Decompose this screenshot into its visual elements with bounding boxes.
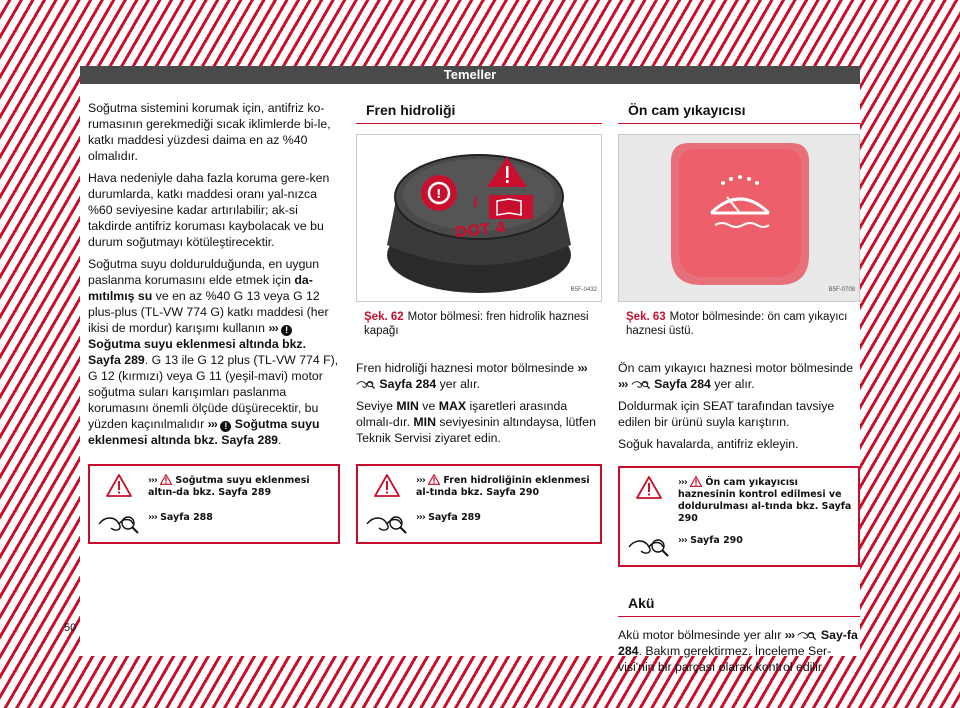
section-title-brake-fluid: Fren hidroliği bbox=[356, 100, 602, 124]
figure-washer-reservoir bbox=[618, 134, 860, 302]
figure-code: B5F-0708 bbox=[828, 287, 855, 293]
warning-ref-text[interactable]: Soğutma suyu eklenmesi altın-da bkz. Sayfa 289 bbox=[148, 475, 310, 498]
max-mark: MAX bbox=[438, 399, 467, 413]
environment-note-icon bbox=[356, 378, 376, 390]
warning-small-icon bbox=[160, 474, 172, 485]
environment-note-icon bbox=[90, 512, 148, 534]
environment-note-icon bbox=[620, 535, 678, 557]
paragraph-battery: Akü motor bölmesinde yer alır ››› Say-fa 284. Bakım gerektirmez. İnceleme Ser-visi'nin bir parçası olarak kontrol edilir. bbox=[618, 628, 858, 674]
environment-note-icon bbox=[358, 512, 416, 534]
page-header: Temeller bbox=[80, 66, 860, 84]
note-ref-text[interactable]: Sayfa 290 bbox=[690, 535, 743, 546]
column-2 bbox=[356, 100, 602, 544]
min-mark: MIN bbox=[413, 415, 436, 429]
warning-ref-text[interactable]: Ön cam yıkayıcısı haznesinin kontrol edilmesi ve doldurulması al-tında bkz. Sayfa 290 bbox=[678, 477, 852, 524]
warning-box: ››› Fren hidroliğinin eklenmesi al-tında bkz. Sayfa 290 ››› Sayfa 289 bbox=[356, 464, 602, 544]
warning-triangle-icon bbox=[620, 476, 678, 499]
reference-arrows: ››› bbox=[268, 321, 278, 335]
paragraph-washer-location: Ön cam yıkayıcı haznesi motor bölmesinde ››› Sayfa 284 yer alır. bbox=[618, 361, 854, 391]
figure-caption: Şek. 63 Motor bölmesinde: ön cam yıkayıcı haznesi üstü. bbox=[626, 311, 848, 337]
paragraph-brake-location: Fren hidroliği haznesi motor bölmesinde ››› Sayfa 284 yer alır. bbox=[356, 361, 587, 391]
coolant-link-2[interactable]: Soğutma suyu eklenmesi altında bkz. Sayfa 289 bbox=[88, 417, 320, 447]
page-link-284[interactable]: Sayfa 284 bbox=[379, 377, 437, 391]
page-link-284[interactable]: Sayfa 284 bbox=[654, 377, 711, 391]
brake-fluid-cap-image bbox=[357, 135, 602, 302]
warning-box: ››› Ön cam yıkayıcısı haznesinin kontrol edilmesi ve doldurulması al-tında bkz. Sayfa 290 ››› Sayfa 290 bbox=[618, 466, 860, 567]
figure-brake-fluid-cap bbox=[356, 134, 602, 302]
environment-note-icon bbox=[631, 378, 651, 390]
warning-ref-text[interactable]: Fren hidroliğinin eklenmesi al-tında bkz. Sayfa 290 bbox=[416, 475, 590, 498]
column-3 bbox=[618, 100, 860, 681]
distilled-water-text: da-mıtılmış su bbox=[88, 273, 313, 303]
warning-small-icon bbox=[428, 474, 440, 485]
manual-page bbox=[64, 66, 860, 674]
warning-triangle-icon bbox=[90, 474, 148, 497]
environment-note-icon bbox=[797, 629, 817, 641]
coolant-link-1[interactable]: Soğutma suyu eklenmesi altında bkz. Sayfa 289 bbox=[88, 337, 306, 367]
figure-code: B5F-0432 bbox=[570, 287, 597, 293]
svg-text:!: ! bbox=[436, 187, 442, 201]
warning-triangle-icon bbox=[358, 474, 416, 497]
warning-small-icon bbox=[690, 476, 702, 487]
column-1 bbox=[88, 100, 340, 544]
section-title-battery: Akü bbox=[618, 593, 860, 617]
paragraph-washer-cold: Soğuk havalarda, antifriz ekleyin. bbox=[618, 437, 799, 451]
paragraph-brake-level: Seviye MIN ve MAX işaretleri arasında olmalı-dır. MIN seviyesinin altındaysa, lütfen Teknik Servisi ziyaret edin. bbox=[356, 399, 596, 445]
paragraph-antifreeze-max: Hava nedeniyle daha fazla koruma gere-ken durumlarda, katkı maddesi oranı yal-nızca %60 seviyesine kadar artırılabilir; ak-si takdirde antifriz koruması kaybolacak ve bu durum soğutmayı kötüleştirecektir. bbox=[88, 171, 330, 249]
warning-box: ››› Soğutma suyu eklenmesi altın-da bkz. Sayfa 289 ››› Sayfa 288 bbox=[88, 464, 340, 544]
exclamation-icon: ! bbox=[281, 325, 292, 336]
reference-arrows: ››› bbox=[207, 417, 217, 431]
page-link-284[interactable]: Say-fa 284 bbox=[618, 628, 858, 658]
paragraph-washer-fill: Doldurmak için SEAT tarafından tavsiye edilen bir ürünü suyla karıştırın. bbox=[618, 399, 835, 429]
dot4-label: DOT 4 bbox=[454, 218, 507, 242]
page-number: 50 bbox=[64, 622, 77, 634]
note-ref-text[interactable]: Sayfa 288 bbox=[160, 512, 213, 523]
figure-caption: Şek. 62 Motor bölmesi: fren hidrolik haznesi kapağı bbox=[364, 311, 589, 337]
svg-text:i: i bbox=[473, 195, 478, 211]
section-title-washer: Ön cam yıkayıcısı bbox=[618, 100, 860, 124]
note-ref-text[interactable]: Sayfa 289 bbox=[428, 512, 481, 523]
washer-reservoir-image bbox=[619, 135, 860, 302]
paragraph-coolant-mix: Soğutma suyu doldurulduğunda, en uygun paslanma korumasını elde etmek için da-mıtılmış su ve en az %40 G 13 veya G 12 plus-plus (TL-VW 774 G) katkı maddesi (her ikisi de mordur) karışımı kullanın ››› ! Soğutma suyu eklenmesi altında bkz. Sayfa 289. G 13 ile G 12 plus (TL-VW 774 F), G 12 (kırmızı) veya G 11 (yeşil-mavi) motor soğutma suları karışımları paslanma korumasını önemli ölçüde düşürecektir, bu yüzden kaçınılmalıdır ››› ! Soğutma suyu eklenmesi altında bkz. Sayfa 289. bbox=[88, 257, 339, 447]
exclamation-icon: ! bbox=[220, 421, 231, 432]
paragraph-antifreeze-min: Soğutma sistemini korumak için, antifriz ko-rumasının gerekmediği sıcak iklimlerde bi-le, katkı maddesi yüzdesi daima en az %40 olmalıdır. bbox=[88, 101, 331, 163]
min-mark: MIN bbox=[396, 399, 419, 413]
